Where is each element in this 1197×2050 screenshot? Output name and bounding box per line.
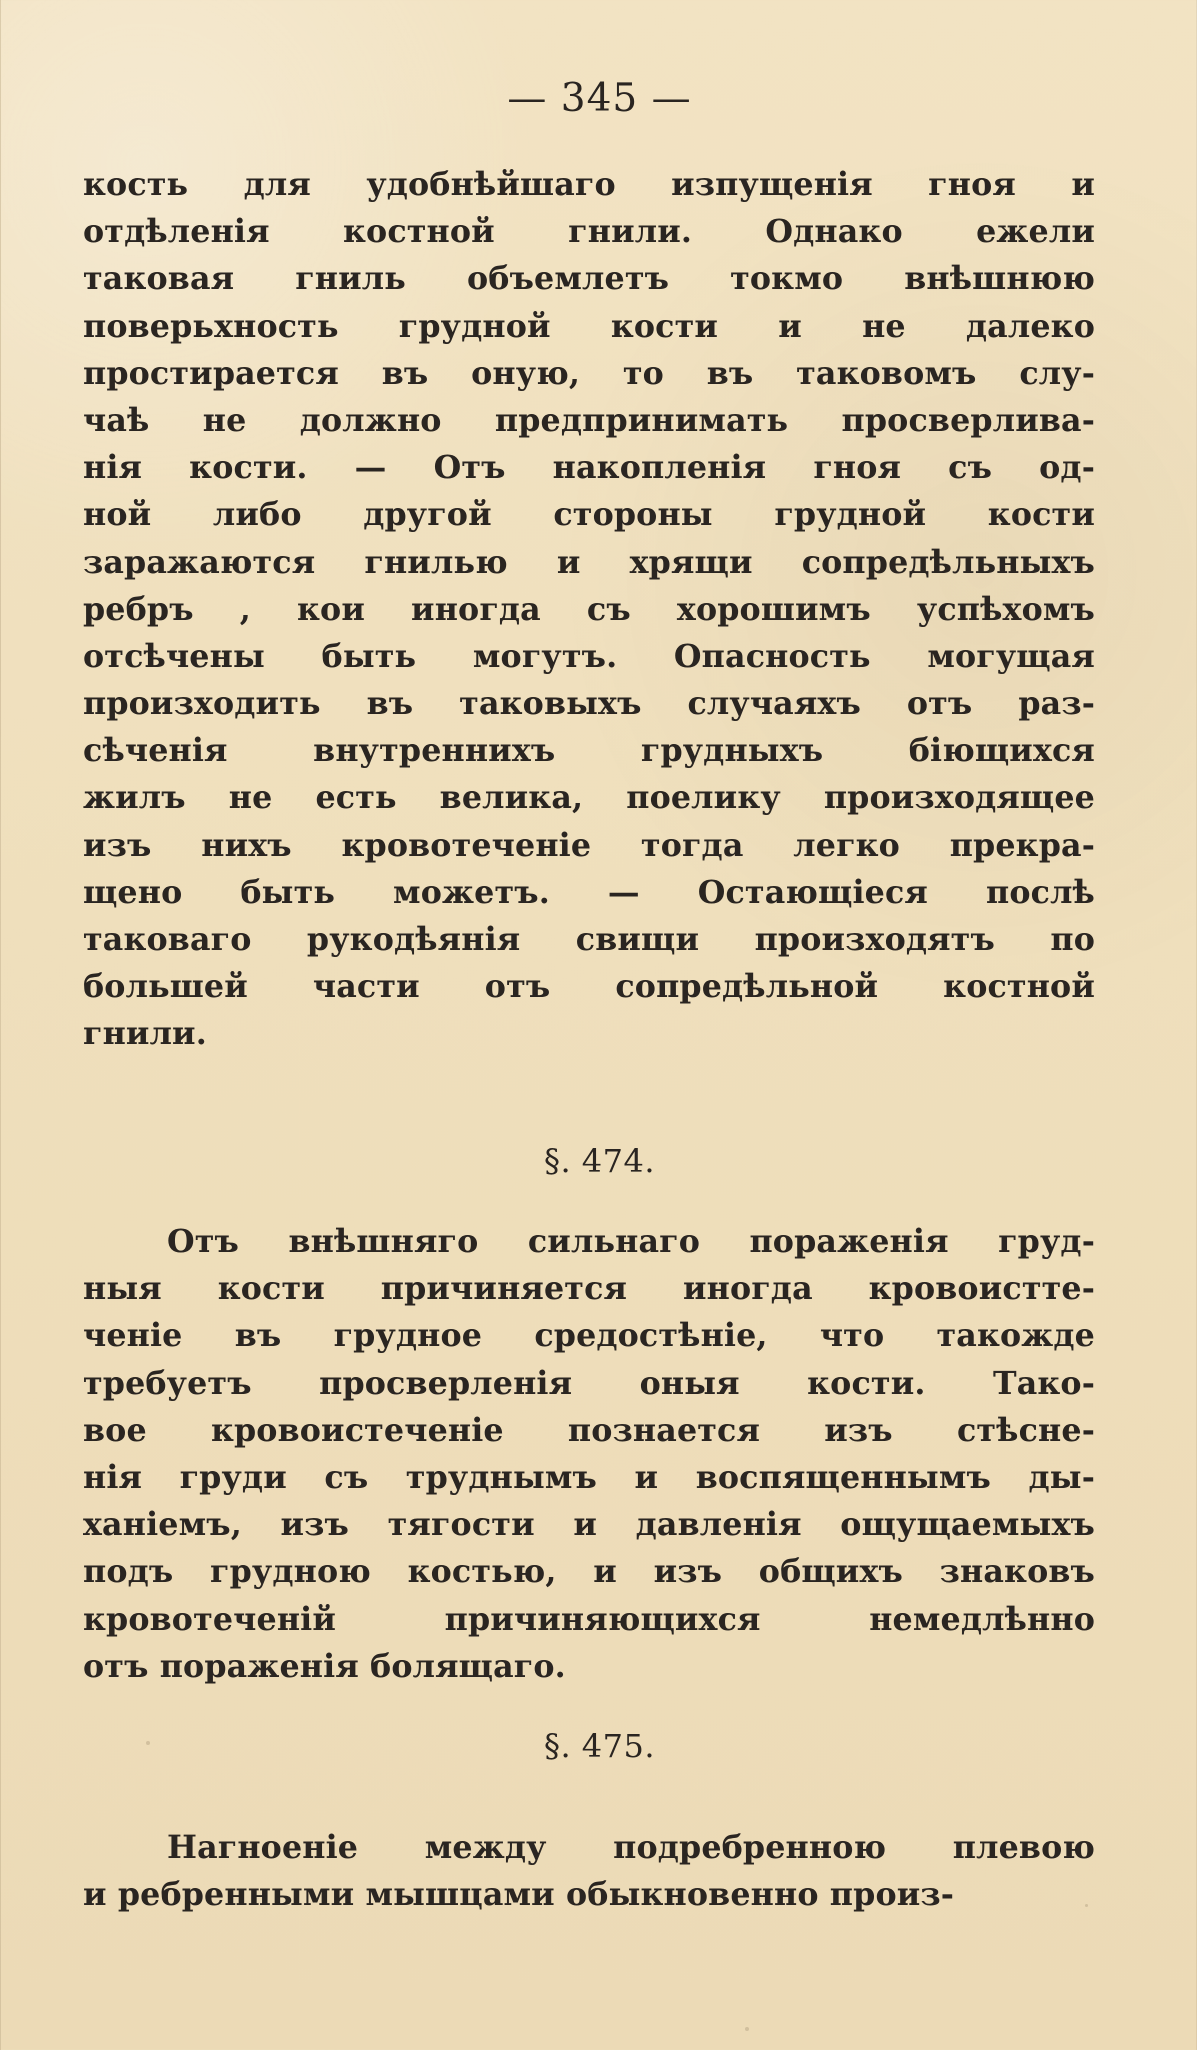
text-line: кость для удобнѣйшаго изпущенія гноя и	[83, 166, 1095, 203]
text-line: подъ грудною костью, и изъ общихъ знаковъ	[83, 1553, 1095, 1591]
text-line: изъ нихъ кровотеченіе тогда легко прекра-	[83, 826, 1095, 864]
text-line: таковаго рукодѣянія свищи произходятъ по	[83, 921, 1095, 958]
text-line: произходить въ таковыхъ случаяхъ отъ раз-	[83, 685, 1095, 723]
text-line: гнили.	[83, 1015, 207, 1053]
text-line: ченіе въ грудное средостѣніе, что такожде	[83, 1317, 1095, 1355]
text-line: вое кровоистеченіе познается изъ стѣсне-	[83, 1411, 1095, 1449]
text-line: поверьхность грудной кости и не далеко	[83, 307, 1095, 345]
text-line: ребръ , кои иногда съ хорошимъ успѣхомъ	[83, 590, 1095, 628]
text-line: ныя кости причиняется иногда кровоистте-	[83, 1270, 1095, 1308]
text-line: и ребренными мышцами обыкновенно произ-	[83, 1876, 955, 1914]
section-475-title: §. 475.	[543, 1727, 656, 1765]
text-line: нія кости. — Отъ накопленія гноя съ од-	[83, 449, 1095, 487]
text-line: нія груди съ труднымъ и воспященнымъ ды-	[83, 1458, 1095, 1496]
text-line: отъ пораженія болящаго.	[83, 1647, 566, 1685]
paragraph-1	[83, 161, 1095, 1058]
text-line: сѣченія внутреннихъ грудныхъ біющихся	[83, 732, 1095, 770]
text-line: требуетъ просверленія оныя кости. Тако-	[83, 1364, 1095, 1402]
text-line: большей части отъ сопредѣльной костной	[83, 968, 1095, 1006]
page-number: — 345 —	[507, 76, 692, 121]
text-line: чаѣ не должно предпринимать просверлива-	[83, 401, 1095, 439]
section-474-title: §. 474.	[543, 1142, 656, 1180]
text-line: заражаются гнилью и хрящи сопредѣльныхъ	[83, 543, 1095, 581]
text-line: щено быть можетъ. — Остающіеся послѣ	[83, 873, 1095, 911]
text-line: таковая гниль объемлетъ токмо внѣшнюю	[83, 260, 1095, 298]
text-line: жилъ не есть велика, поелику произходящее	[83, 779, 1095, 817]
section-475-text	[83, 1824, 1095, 1918]
paper-speck	[745, 2027, 749, 2031]
text-line: отсѣчены быть могутъ. Опасность могущая	[83, 637, 1095, 675]
text-line: Нагноеніе между подребренною плевою	[167, 1829, 1095, 1866]
text-line: кровотеченій причиняющихся немедлѣнно	[83, 1600, 1095, 1638]
text-line: отдѣленія костной гнили. Однако ежели	[83, 213, 1095, 251]
section-474-text	[83, 1218, 1095, 1690]
text-line: ной либо другой стороны грудной кости	[83, 496, 1095, 534]
text-line: простирается въ оную, то въ таковомъ слу-	[83, 354, 1095, 392]
text-line: Отъ внѣшняго сильнаго пораженія груд-	[167, 1223, 1095, 1260]
text-line: ханіемъ, изъ тягости и давленія ощущаемыхъ	[83, 1506, 1095, 1544]
